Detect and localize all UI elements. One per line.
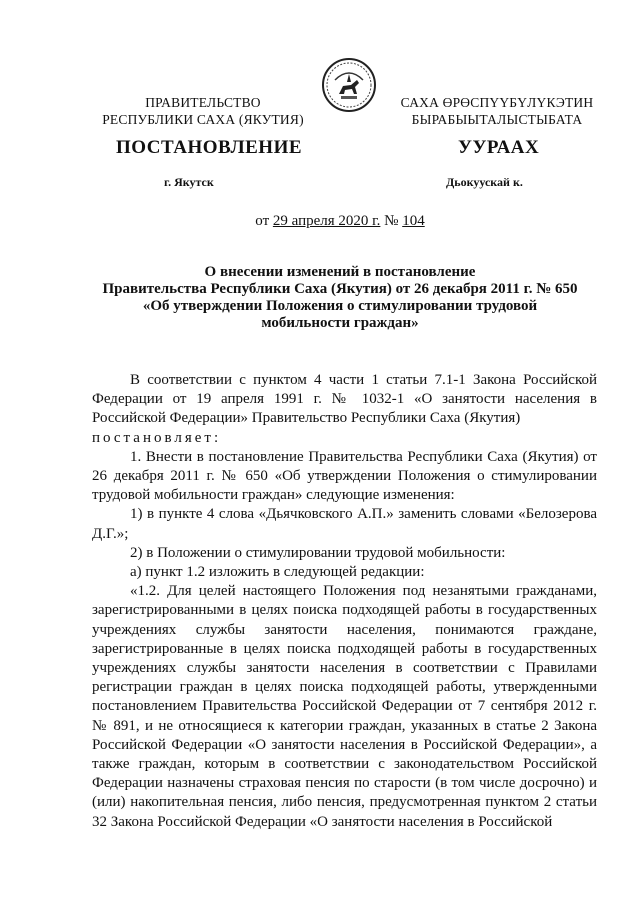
coat-of-arms-sakha-icon	[321, 56, 377, 114]
city-sah: Дьокуускай к.	[446, 175, 523, 189]
city-ru: г. Якутск	[164, 175, 214, 189]
issuer-ru-line1: ПРАВИТЕЛЬСТВО	[145, 95, 261, 110]
resolves-word: постановляет:	[92, 429, 222, 446]
item-1: 1. Внести в постановление Правительства Республики Саха (Якутия) от 26 декабря 2011 г. № 650 «Об утверждении Положения о стимулировании трудовой мобильности граждан» следующие изменения:	[92, 448, 597, 504]
subject-line: мобильности граждан»	[261, 315, 419, 331]
document-number: 104	[402, 213, 425, 229]
issuer-sah	[382, 94, 612, 128]
document-body	[92, 371, 597, 832]
item-1-2: 2) в Положении о стимулировании трудовой мобильности:	[130, 544, 506, 561]
number-sign: №	[384, 213, 399, 229]
document-date: 29 апреля 2020 г.	[272, 213, 381, 229]
issuer-ru	[88, 94, 318, 128]
doc-type-ru: ПОСТАНОВЛЕНИЕ	[116, 137, 303, 158]
issuer-ru-line2: РЕСПУБЛИКИ САХА (ЯКУТИЯ)	[102, 112, 304, 127]
subject-line: Правительства Республики Саха (Якутия) от 26 декабря 2011 г. № 650	[102, 281, 578, 297]
issuer-sah-line2: БЫРАБЫЫТАЛЫСТЫБАТА	[411, 112, 583, 127]
preamble-paragraph: В соответствии с пунктом 4 части 1 статьи 7.1-1 Закона Российской Федерации от 19 апреля 1991 г. № 1032-1 «О занятости населения в Российской Федерации» Правительство Республики Саха (Якутия)	[92, 372, 597, 427]
doc-type-sah: УУРААХ	[458, 137, 540, 158]
issuer-sah-line1: САХА ӨРӨСПҮҮБҮЛҮКЭТИН	[400, 95, 594, 110]
item-1-1: 1) в пункте 4 слова «Дьячковского А.П.» заменить словами «Белозерова Д.Г.»;	[92, 506, 597, 542]
document-subject	[80, 264, 600, 332]
quoted-paragraph: «1.2. Для целей настоящего Положения под незанятыми гражданами, зарегистрированными в целях поиска подходящей работы в государственных учреждениях службы занятости населения, понимаются граждане, зарегистрированные в целях поиска подходящей работы в государственных учреждениях службы занятости населения в соответствии с Правилами регистрации граждан в целях поиска подходящей работы, утвержденными постановлением Правительства Российской Федерации от 7 сентября 2012 г. № 891, и не относящиеся к категории граждан, указанных в статье 2 Закона Российской Федерации «О занятости населения в Российской Федерации», а также граждан, которым в соответствии с законодательством Российской Федерации назначены страховая пенсия по старости (в том числе досрочно) и (или) накопительная пенсия, либо пенсия, предусмотренная пунктом 2 статьи 32 Закона Российской Федерации «О занятости населения в Российской	[92, 583, 597, 830]
date-prefix: от	[255, 213, 270, 229]
document-date-line	[0, 213, 640, 230]
subject-line: «Об утверждении Положения о стимулировании трудовой	[142, 298, 538, 314]
item-1-2-a: а) пункт 1.2 изложить в следующей редакции:	[130, 564, 425, 581]
subject-line: О внесении изменений в постановление	[204, 264, 476, 280]
